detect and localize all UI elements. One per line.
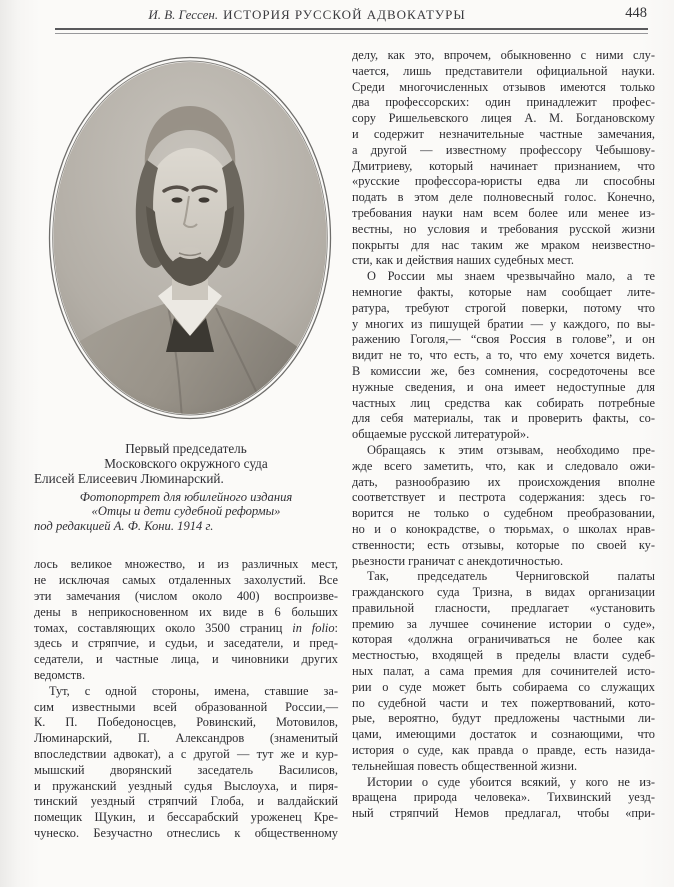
portrait-figure xyxy=(48,56,332,420)
text-line: два профессорских: один принадлежит профес- xyxy=(352,95,655,110)
text-line: не исключая самых отдаленных захолустий. Все xyxy=(34,573,338,588)
text-line: томах, составляющих около 3500 страниц in folio: xyxy=(34,620,338,635)
paragraph xyxy=(34,441,338,487)
paragraph xyxy=(352,269,655,443)
text-line: для себя материалы, так и проверить факты, со- xyxy=(352,411,655,426)
paragraph xyxy=(34,557,338,683)
text-line: Обращаясь к этим отзывам, необходимо пре- xyxy=(367,442,655,457)
text-line: и содержит незначительные частные замечания, xyxy=(352,126,655,141)
text-line: по судебной части и тех пожертвований, кото- xyxy=(352,695,655,710)
text-line: дены в неприкосновенном их виде в 6 больших xyxy=(34,604,338,619)
text-line: сти, как и действия наших судебных мест. xyxy=(352,253,574,268)
right-column-text xyxy=(352,48,655,822)
text-line: Дмитриеву, который начинает признанием, что xyxy=(352,158,655,173)
text-line: но и о конокрадстве, о тюрьмах, о школах нрав- xyxy=(352,521,655,536)
text-line: рии о суде может быть собираема со служащих xyxy=(352,679,655,694)
text-line: О России мы знаем чрезвычайно мало, а те xyxy=(367,269,655,284)
text-line: мышский дворянский заседатель Василисов, xyxy=(34,762,338,777)
text-line: делу, как это, впрочем, обыкновенно с ними слу- xyxy=(352,48,655,62)
text-line: вращена природа человека». Тихвинский уезд- xyxy=(352,790,655,805)
paragraph xyxy=(34,490,338,534)
text-line: требования науки нам всем более или менее из- xyxy=(352,205,655,220)
text-line: покрыты для нас таким же мраком неизвестно- xyxy=(352,237,655,252)
text-line: рые, вероятно, будут предложены частными ли- xyxy=(352,711,655,726)
text-line: ных палат, а сама премия для сочинителей исто- xyxy=(352,664,655,679)
text-line: частных лиц средства как собирать потребные xyxy=(352,395,655,410)
text-line: ный стряпчий Немов предлагал, чтобы «при- xyxy=(352,806,655,821)
paragraph xyxy=(352,569,655,774)
text-line: цами, имеющими достаток и сознающими, что xyxy=(352,727,655,742)
text-line: подать в этом деле полновесный голос. Конечно, xyxy=(352,190,655,205)
portrait-photo xyxy=(48,56,332,420)
text-line: Фотопортрет для юбилейного издания xyxy=(79,489,293,504)
text-line: рьезности граничат с анекдотичностью. xyxy=(352,553,564,568)
text-line: Елисей Елисеевич Люминарский. xyxy=(34,471,224,487)
text-line: у многих из пишущей братии — у каждого, по вы- xyxy=(352,316,655,331)
text-line: тинский уездный стряпчий Глоба, и валдайский xyxy=(34,794,338,809)
paragraph xyxy=(352,775,655,822)
text-line: ратура, требуют строгой поверки, потому что xyxy=(352,300,655,315)
text-line: Московского окружного суда xyxy=(104,456,268,472)
text-line: история о суде, как правда о правде, есть назида- xyxy=(352,743,655,758)
running-header-author: И. В. Гессен. xyxy=(148,7,219,22)
running-header-title: ИСТОРИЯ РУССКОЙ АДВОКАТУРЫ xyxy=(223,7,466,22)
text-line: общаемые русской литературой». xyxy=(352,427,530,442)
text-line: седатели, и частные лица, и чиновники других xyxy=(34,652,338,667)
page-number: 448 xyxy=(625,5,647,21)
text-line: К. П. Победоносцев, Ровинский, Мотовилов, xyxy=(34,715,338,730)
text-line: «русские профессора-юристы едва ли способны xyxy=(352,174,655,189)
text-line: местностью, входящей в пределы власти судеб- xyxy=(352,648,655,663)
text-line: эти замечания (числом около 400) воспроизве- xyxy=(34,588,338,603)
text-line: и пружанский уездный судья Выслоуха, и пиря- xyxy=(34,778,338,793)
text-line: немногие факты, которые нам сообщает лите- xyxy=(352,284,655,299)
text-line: Первый председатель xyxy=(125,441,247,456)
text-line: ведомств. xyxy=(34,667,86,682)
text-line: Люминарский, П. Александров (знаменитый xyxy=(34,731,338,746)
text-line: премию за лучшее сочинение истории о суде», xyxy=(352,616,655,631)
paragraph xyxy=(352,443,655,569)
text-line: ственности; есть отзывы, которые по своей ку- xyxy=(352,537,655,552)
text-line: В комиссии же, без сомнения, сосредоточены все xyxy=(352,363,655,378)
paragraph xyxy=(352,48,655,269)
figure-caption xyxy=(34,441,338,533)
text-line: помещик Щукин, и бессарабский уроженец Кре- xyxy=(34,810,338,825)
text-line: «Отцы и дети судебной реформы» xyxy=(91,504,281,519)
text-line: вестны, но условия и требования русской жизни xyxy=(352,221,655,236)
text-line: лось великое множество, и из различных мест, xyxy=(34,557,338,572)
text-line: сору Ришельевского лицея А. М. Богдановскому xyxy=(352,111,655,126)
text-line: жде всего заметить, что, как и следовало ожи- xyxy=(352,458,655,473)
left-column-text xyxy=(34,557,338,841)
text-line: дать, разнообразию их происхождения вполне xyxy=(352,474,655,489)
text-line: тельнейшая повесть общественной жизни. xyxy=(352,758,578,773)
text-line: которая «должна ограничиваться не более как xyxy=(352,632,655,647)
text-line: впоследствии адвокат), а с другой — тут же и кур- xyxy=(34,746,338,761)
text-line: чунеско. Безучастно отнеслись к общественному xyxy=(34,825,338,840)
text-line: сим известными всей образованной России,— xyxy=(34,699,338,714)
text-line: под редакцией А. Ф. Кони. 1914 г. xyxy=(34,518,214,533)
text-line: Среди многочисленных отзывов имеются только xyxy=(352,79,655,94)
text-line: соответствует и пестрота содержания: здесь го- xyxy=(352,490,655,505)
text-line: Так, председатель Черниговской палаты xyxy=(367,569,655,584)
text-line: гражданского суда Тризна, в видах организации xyxy=(352,585,655,600)
text-line: нужные сведения, и она имеет недоступные для xyxy=(352,379,655,394)
left-column xyxy=(34,0,338,842)
paragraph xyxy=(34,684,338,842)
text-line: видит не то, что есть, а то, что ему хочется видеть. xyxy=(352,348,655,363)
text-line: Истории о суде убоится всякий, у кого не из- xyxy=(367,774,655,789)
text-line: Тут, с одной стороны, имена, ставшие за- xyxy=(49,683,338,698)
text-line: чается, лишь представители официальной науки. xyxy=(352,63,655,78)
text-line: правильной гласности, предлагает «установить xyxy=(352,600,655,615)
text-line: а другой — известному профессору Чебышову- xyxy=(352,142,655,157)
text-line: здесь и стряпчие, и судьи, и заседатели, и пред- xyxy=(34,636,338,651)
text-line: ворится не только о судебном преобразовании, xyxy=(352,506,655,521)
text-line: ражению Гоголя,— “своя Россия в голове”, и он xyxy=(352,332,655,347)
